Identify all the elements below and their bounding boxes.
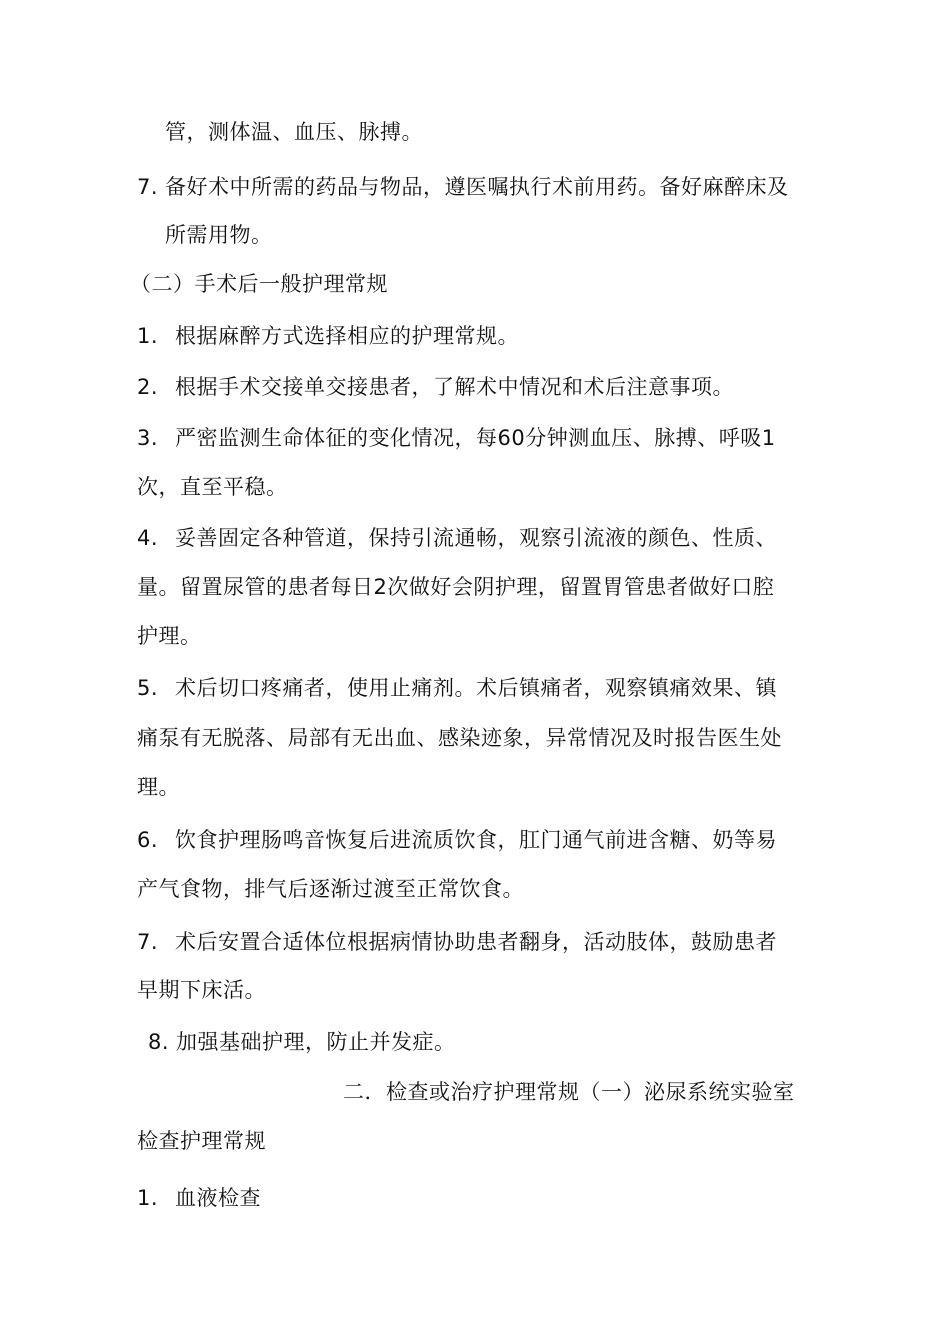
- list-number: 1.: [137, 324, 159, 348]
- text-line: [137, 723, 782, 753]
- line-text: 检查护理常规: [137, 1129, 266, 1153]
- list-number: 1.: [137, 1186, 159, 1210]
- list-item: [137, 172, 789, 202]
- list-item: [137, 927, 777, 957]
- section-heading: [343, 1077, 795, 1107]
- list-number: 7.: [137, 930, 159, 954]
- line-text: 所需用物。: [165, 223, 273, 247]
- list-number: 5.: [137, 676, 159, 700]
- line-text: 二．检查或治疗护理常规（一）泌尿系统实验室: [343, 1080, 795, 1104]
- section-heading: [130, 269, 388, 299]
- line-text: 量。留置尿管的患者每日2次做好会阴护理，留置胃管患者做好口腔: [137, 575, 775, 599]
- text-line: [137, 772, 180, 802]
- text-line: [137, 572, 774, 602]
- line-text: 血液检查: [175, 1186, 261, 1210]
- list-number: 8.: [148, 1030, 170, 1054]
- line-text: 产气食物，排气后逐渐过渡至正常饮食。: [137, 877, 524, 901]
- list-item: [137, 372, 734, 402]
- list-number: 3.: [137, 426, 159, 450]
- list-item: [137, 825, 777, 855]
- line-text: 加强基础护理，防止并发症。: [176, 1030, 456, 1054]
- list-item: [137, 423, 776, 453]
- section-heading-continued: [137, 1126, 266, 1156]
- line-text: 痛泵有无脱落、局部有无出血、感染迹象，异常情况及时报告医生处: [137, 726, 782, 750]
- list-item: [137, 321, 519, 351]
- list-number: 7.: [137, 175, 159, 199]
- line-text: 备好术中所需的药品与物品，遵医嘱执行术前用药。备好麻醉床及: [165, 175, 789, 199]
- list-item: [148, 1027, 456, 1057]
- line-text: 术后安置合适体位根据病情协助患者翻身，活动肢体，鼓励患者: [175, 930, 777, 954]
- list-item: [137, 1183, 261, 1213]
- line-text: 严密监测生命体征的变化情况，每60分钟测血压、脉搏、呼吸1: [175, 426, 776, 450]
- text-line: [137, 472, 288, 502]
- list-number: 4.: [137, 526, 159, 550]
- line-text: 次，直至平稳。: [137, 475, 288, 499]
- line-text: 妥善固定各种管道，保持引流通畅，观察引流液的颜色、性质、: [175, 526, 777, 550]
- line-text: 术后切口疼痛者，使用止痛剂。术后镇痛者，观察镇痛效果、镇: [175, 676, 777, 700]
- list-number: 2.: [137, 375, 159, 399]
- line-text: 根据手术交接单交接患者，了解术中情况和术后注意事项。: [175, 375, 734, 399]
- list-number: 6.: [137, 828, 159, 852]
- list-item: [137, 523, 777, 553]
- text-line: [137, 975, 266, 1005]
- line-text: 早期下床活。: [137, 978, 266, 1002]
- list-item: [137, 673, 777, 703]
- line-text: 根据麻醉方式选择相应的护理常规。: [175, 324, 519, 348]
- line-text: （二）手术后一般护理常规: [130, 272, 388, 296]
- text-line: [165, 220, 273, 250]
- line-text: 管，测体温、血压、脉搏。: [165, 120, 423, 144]
- text-line: [137, 621, 202, 651]
- line-text: 理。: [137, 775, 180, 799]
- text-line: [137, 874, 524, 904]
- line-text: 饮食护理肠鸣音恢复后进流质饮食，肛门通气前进含糖、奶等易: [175, 828, 777, 852]
- text-line: [165, 117, 423, 147]
- line-text: 护理。: [137, 624, 202, 648]
